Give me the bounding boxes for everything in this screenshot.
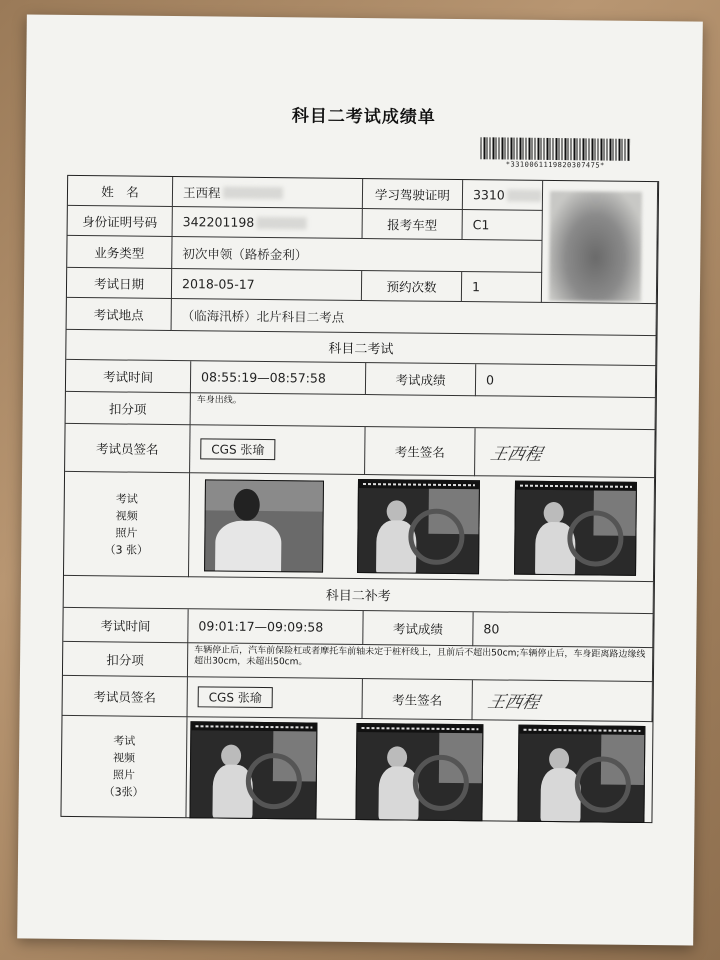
exam2-video-l4: （3张） — [103, 785, 144, 799]
date-value: 2018-05-17 — [172, 269, 362, 301]
barcode — [480, 137, 630, 161]
name-value: 王西程 — [173, 177, 363, 209]
exam1-examiner-label: 考试员签名 — [65, 424, 190, 473]
barcode-number: *3310061119820307475* — [505, 160, 605, 170]
license-label: 学习驾驶证明 — [363, 179, 463, 210]
exam2-student-signature: 王西程 — [485, 692, 542, 713]
exam2-examiner-cell — [188, 677, 363, 719]
exam2-deduct-label: 扣分项 — [63, 642, 188, 677]
exam2-video-photo-1 — [189, 721, 317, 819]
date-label: 考试日期 — [67, 268, 172, 299]
exam2-student-sig-label: 考生签名 — [362, 679, 472, 720]
exam1-video-photo-1 — [204, 479, 324, 572]
exam1-video-photo-2 — [357, 479, 480, 574]
exam1-video-l1: 考试 — [115, 491, 138, 506]
exam1-examiner-cell — [190, 425, 365, 475]
exam1-student-signature-cell — [475, 428, 655, 478]
exam1-student-sig-label: 考生签名 — [365, 427, 475, 476]
booking-value: 1 — [462, 272, 542, 303]
score-sheet-paper — [17, 14, 703, 945]
business-value: 初次申领（路桥金利） — [172, 237, 542, 273]
exam1-time-value: 08:55:19—08:57:58 — [191, 361, 366, 395]
exam1-student-signature: 王西程 — [488, 444, 544, 465]
exam1-examiner-value: CGS 张瑜 — [200, 438, 275, 460]
exam1-video-l4: （3 张） — [104, 542, 149, 557]
candidate-portrait-photo — [549, 191, 642, 302]
name-label: 姓 名 — [68, 176, 173, 207]
location-value: （临海汛桥）北片科目二考点 — [172, 299, 657, 336]
exam1-deduct-value: 车身出线。 — [191, 393, 656, 430]
id-value: 342201198 — [173, 207, 363, 239]
booking-label: 预约次数 — [362, 271, 462, 302]
exam1-score-value: 0 — [476, 364, 656, 398]
location-label: 考试地点 — [67, 298, 172, 331]
vehicle-label: 报考车型 — [363, 209, 463, 240]
exam1-video-photo-3 — [514, 481, 637, 576]
exam2-video-label — [61, 716, 187, 817]
exam2-video-photo-3 — [517, 725, 645, 823]
exam2-time-label: 考试时间 — [63, 608, 188, 643]
exam2-section-title: 科目二补考 — [64, 576, 654, 614]
exam1-deduct-label: 扣分项 — [66, 392, 191, 425]
exam2-student-signature-cell — [472, 680, 652, 722]
exam2-score-label: 考试成绩 — [363, 611, 473, 646]
exam1-video-l3: 照片 — [115, 525, 138, 540]
score-form — [60, 175, 659, 823]
exam2-video-l2: 视频 — [113, 751, 136, 765]
exam1-video-label — [64, 472, 190, 577]
id-label: 身份证明号码 — [68, 206, 173, 237]
exam1-time-label: 考试时间 — [66, 360, 191, 393]
exam1-video-l2: 视频 — [115, 508, 138, 523]
document-title: 科目二考试成绩单 — [291, 106, 436, 128]
exam2-score-value: 80 — [473, 612, 653, 648]
exam2-time-value: 09:01:17—09:09:58 — [188, 609, 363, 645]
exam2-video-l1: 考试 — [113, 734, 136, 748]
exam2-examiner-label: 考试员签名 — [63, 676, 188, 717]
exam2-examiner-value: CGS 张瑜 — [198, 686, 273, 708]
exam1-section-title: 科目二考试 — [66, 330, 656, 366]
vehicle-value: C1 — [463, 210, 543, 241]
exam1-score-label: 考试成绩 — [366, 363, 476, 396]
license-value: 3310 — [463, 180, 543, 211]
exam2-video-photo-2 — [355, 723, 483, 821]
business-label: 业务类型 — [67, 236, 172, 269]
exam2-video-l3: 照片 — [112, 768, 135, 782]
exam2-deduct-value: 车辆停止后，汽车前保险杠或者摩托车前轴未定于桩杆线上，且前后不超出50cm;车辆停止后，车身距离路边缘线超出30cm，未超出50cm。 — [188, 643, 653, 682]
